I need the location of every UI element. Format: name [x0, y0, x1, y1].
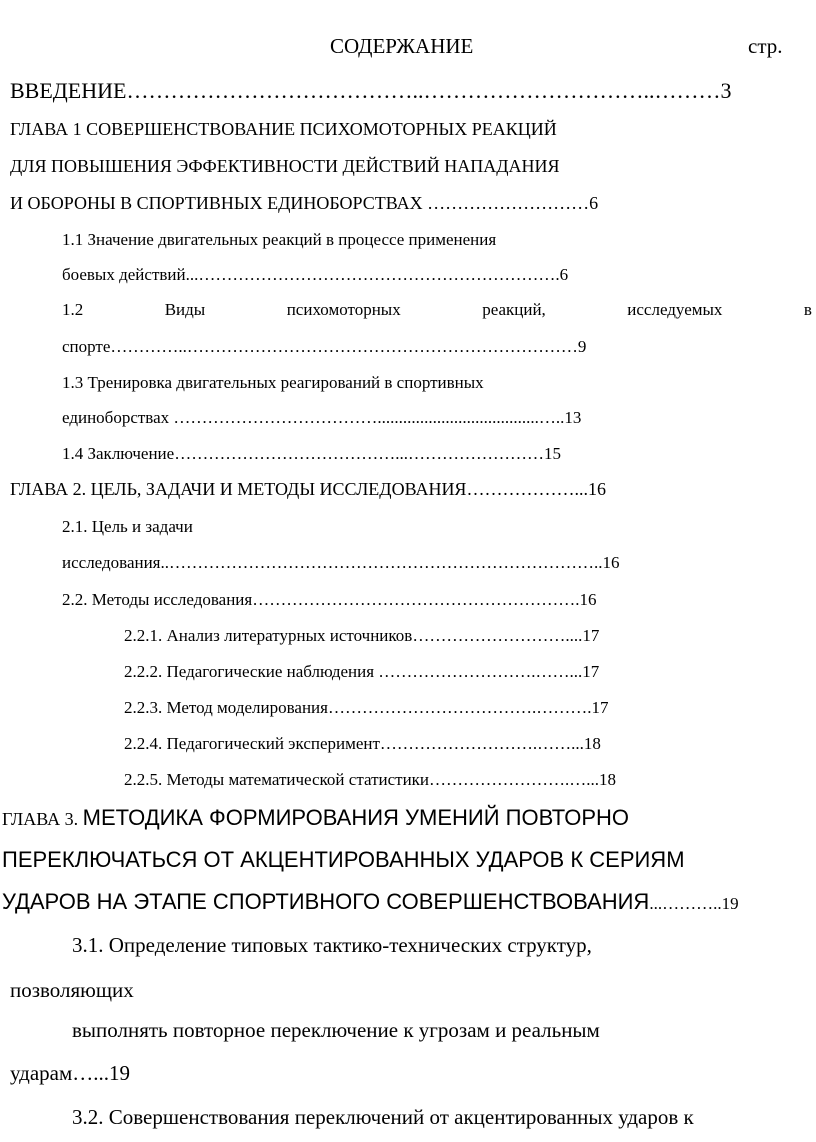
- chapter3-title-text: УДАРОВ НА ЭТАПЕ СПОРТИВНОГО СОВЕРШЕНСТВОВАНИЯ: [2, 889, 650, 914]
- toc-title: СОДЕРЖАНИЕ: [330, 34, 474, 58]
- section-3-1-line2: позволяющих: [10, 978, 134, 1002]
- section-1-2-word: психомоторных: [286, 300, 401, 319]
- section-2-1-line2: исследования..…………………………………………………………………..16: [62, 553, 620, 572]
- section-1-2-word: исследуемых: [627, 300, 723, 319]
- chapter3-page-leader: ...………..19: [649, 894, 739, 913]
- section-3-1-line3: выполнять повторное переключение к угрозам и реальным: [72, 1018, 600, 1042]
- chapter3-title-line1: [2, 807, 629, 829]
- section-1-2-word: 1.2: [62, 300, 84, 319]
- subsection-2-2-5: 2.2.5. Методы математической статистики…………………….…...18: [124, 770, 617, 789]
- subsection-2-2-4: 2.2.4. Педагогический эксперимент……………………….……...18: [124, 734, 601, 753]
- section-3-2-line1: 3.2. Совершенствования переключений от акцентированных ударов к: [72, 1105, 694, 1129]
- section-3-1-line4: ударам…...19: [10, 1061, 131, 1085]
- section-1-3-line1: 1.3 Тренировка двигательных реагирований в спортивных: [62, 373, 484, 392]
- page-column-label: стр.: [748, 34, 783, 58]
- subsection-2-2-2: 2.2.2. Педагогические наблюдения ……………………….……...17: [124, 662, 600, 681]
- chapter3-title-line2: ПЕРЕКЛЮЧАТЬСЯ ОТ АКЦЕНТИРОВАННЫХ УДАРОВ К СЕРИЯМ: [2, 847, 685, 872]
- section-3-1-line1: 3.1. Определение типовых тактико-технических структур,: [72, 933, 592, 957]
- section-1-2-word: Виды: [164, 300, 206, 319]
- subsection-2-2-1: 2.2.1. Анализ литературных источников………………………....17: [124, 626, 600, 645]
- subsection-2-2-3: 2.2.3. Метод моделирования……………………………….……….17: [124, 698, 609, 717]
- chapter2-title: ГЛАВА 2. ЦЕЛЬ, ЗАДАЧИ И МЕТОДЫ ИССЛЕДОВАНИЯ………………...16: [10, 479, 606, 499]
- chapter3-prefix: ГЛАВА 3.: [2, 809, 83, 829]
- section-1-3-line2: единоборствах ………………………………......................................…..13: [62, 408, 582, 427]
- section-1-1-line1: 1.1 Значение двигательных реакций в процессе применения: [62, 230, 497, 249]
- section-2-1-line1: 2.1. Цель и задачи: [62, 517, 193, 536]
- section-1-4: 1.4 Заключение…………………………………...……………………15: [62, 444, 561, 463]
- chapter1-title-line2: ДЛЯ ПОВЫШЕНИЯ ЭФФЕКТИВНОСТИ ДЕЙСТВИЙ НАПАДАНИЯ: [10, 156, 560, 176]
- chapter1-title-line1: ГЛАВА 1 СОВЕРШЕНСТВОВАНИЕ ПСИХОМОТОРНЫХ РЕАКЦИЙ: [10, 119, 557, 139]
- chapter1-title-line3: И ОБОРОНЫ В СПОРТИВНЫХ ЕДИНОБОРСТВАХ ………………………6: [10, 193, 599, 213]
- section-1-1-line2: боевых действий...……………………………………………………….6: [62, 265, 569, 284]
- chapter3-title-text: МЕТОДИКА ФОРМИРОВАНИЯ УМЕНИЙ ПОВТОРНО: [82, 805, 630, 830]
- section-1-2-line1: [62, 301, 812, 318]
- section-1-2-word: в: [803, 300, 812, 319]
- toc-entry-introduction: ВВЕДЕНИЕ…………………………………..…………………………..………3: [10, 78, 732, 103]
- section-1-2-line2: спорте…………..……………………………………………………………9: [62, 337, 587, 356]
- chapter3-title-line3: [2, 891, 739, 913]
- section-2-2: 2.2. Методы исследования………………………………………………….16: [62, 590, 597, 609]
- section-1-2-word: реакций,: [482, 300, 546, 319]
